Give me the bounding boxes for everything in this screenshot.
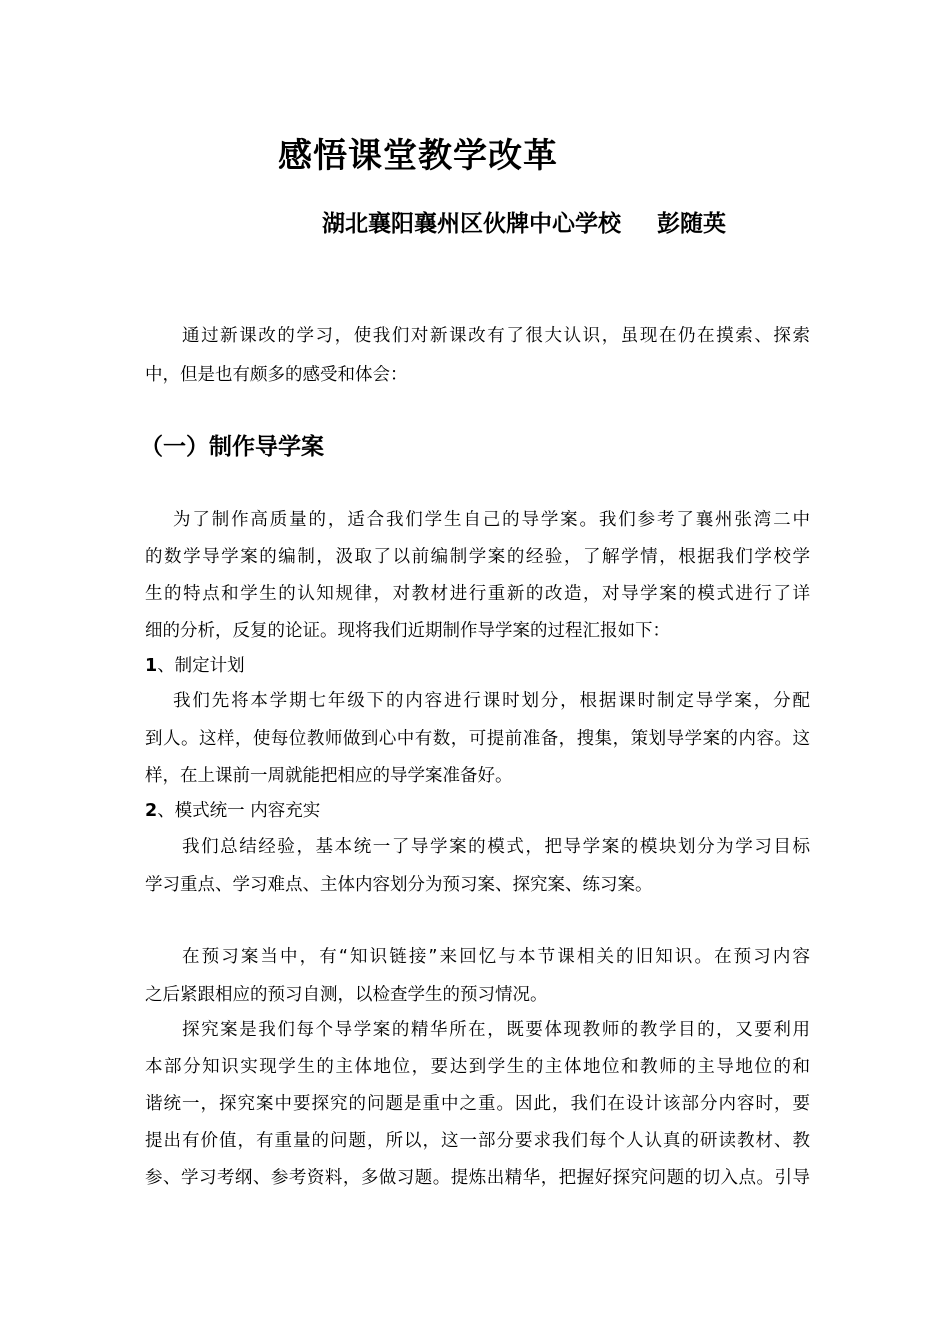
item1-number: 1 bbox=[145, 656, 158, 676]
explore-line-1: 探究案是我们每个导学案的精华所在，既要体现教师的教学目的，又要利用 bbox=[182, 1020, 810, 1040]
author-organization: 湖北襄阳襄州区伙牌中心学校 bbox=[322, 211, 621, 237]
section-heading: （一）制作导学案 bbox=[140, 434, 324, 460]
item2-line-2: 学习重点、学习难点、主体内容划分为预习案、探究案、练习案。 bbox=[145, 875, 653, 895]
intro-line-1: 通过新课改的学习，使我们对新课改有了很大认识，虽现在仍在摸索、探索 bbox=[182, 326, 810, 346]
item1-line-1: 我们先将本学期七年级下的内容进行课时划分，根据课时制定导学案，分配 bbox=[173, 691, 810, 711]
item1-title: 、制定计划 bbox=[157, 656, 245, 676]
section1-line-3: 生的特点和学生的认知规律，对教材进行重新的改造，对导学案的模式进行了详 bbox=[145, 584, 810, 604]
explore-line-4: 提出有价值，有重量的问题，所以，这一部分要求我们每个人认真的研读教材、教 bbox=[145, 1131, 810, 1151]
author-line bbox=[322, 205, 726, 238]
item2-number: 2 bbox=[145, 801, 158, 821]
explore-line-3: 谐统一，探究案中要探究的问题是重中之重。因此，我们在设计该部分内容时，要 bbox=[145, 1094, 810, 1114]
item2-heading bbox=[145, 801, 320, 821]
item2-title: 、模式统一 内容充实 bbox=[157, 801, 321, 821]
document-title: 感悟课堂教学改革 bbox=[278, 136, 558, 176]
intro-line-2: 中，但是也有颇多的感受和体会： bbox=[145, 365, 408, 385]
explore-line-2: 本部分知识实现学生的主体地位，要达到学生的主体地位和教师的主导地位的和 bbox=[145, 1057, 810, 1077]
preview-line-1: 在预习案当中，有“知识链接”来回忆与本节课相关的旧知识。在预习内容 bbox=[182, 947, 810, 967]
item1-heading bbox=[145, 656, 245, 676]
section1-line-1: 为了制作高质量的，适合我们学生自己的导学案。我们参考了襄州张湾二中 bbox=[173, 510, 810, 530]
explore-line-5: 参、学习考纲、参考资料，多做习题。提炼出精华，把握好探究问题的切入点。引导 bbox=[145, 1168, 810, 1188]
preview-line-2: 之后紧跟相应的预习自测，以检查学生的预习情况。 bbox=[145, 985, 548, 1005]
item1-line-2: 到人。这样，使每位教师做到心中有数，可提前准备，搜集，策划导学案的内容。这 bbox=[145, 729, 810, 749]
section1-line-4: 细的分析，反复的论证。现将我们近期制作导学案的过程汇报如下： bbox=[145, 621, 670, 641]
author-name: 彭随英 bbox=[657, 211, 726, 237]
item1-line-3: 样，在上课前一周就能把相应的导学案准备好。 bbox=[145, 766, 513, 786]
item2-line-1: 我们总结经验，基本统一了导学案的模式，把导学案的模块划分为学习目标 bbox=[182, 837, 810, 857]
section1-line-2: 的数学导学案的编制，汲取了以前编制学案的经验，了解学情，根据我们学校学 bbox=[145, 547, 810, 567]
